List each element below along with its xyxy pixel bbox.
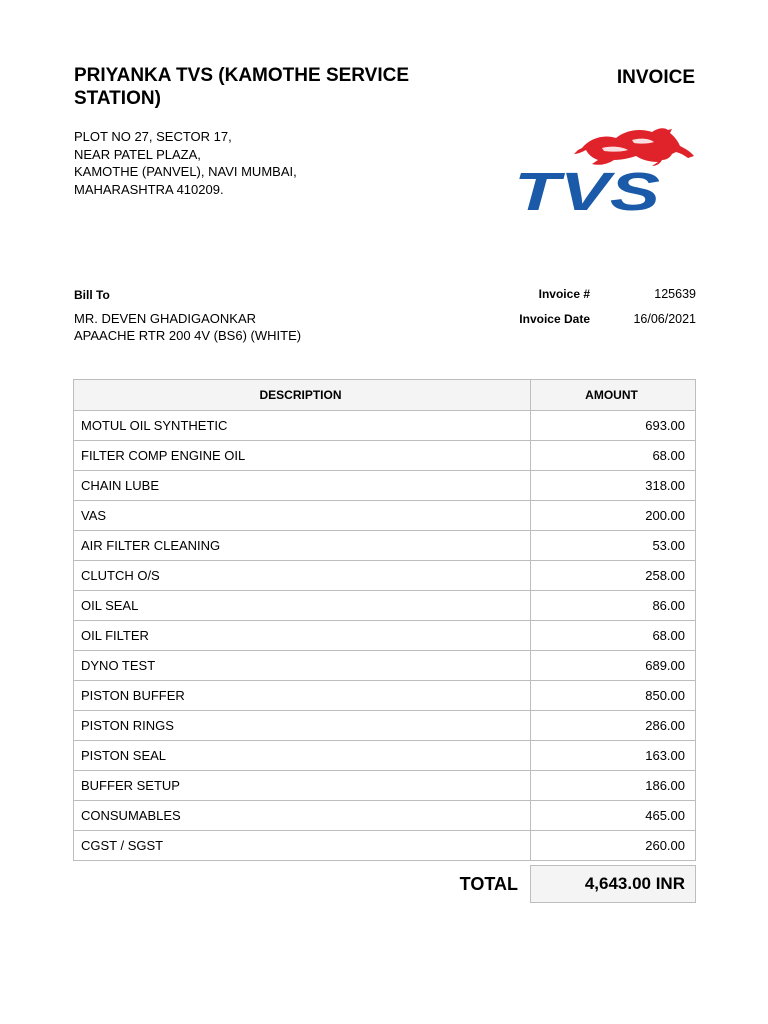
- document-title: INVOICE: [616, 67, 695, 88]
- table-row: [74, 621, 696, 651]
- invoice-date-row: [470, 312, 696, 337]
- address-line: KAMOTHE (PANVEL), NAVI MUMBAI,: [74, 164, 297, 179]
- address-line: NEAR PATEL PLAZA,: [74, 146, 201, 162]
- table-row: [74, 471, 696, 501]
- item-amount: 53.00: [531, 531, 696, 561]
- line-items-table: [73, 379, 696, 903]
- invoice-meta: [470, 287, 696, 337]
- item-amount: 850.00: [531, 681, 696, 711]
- item-amount: 465.00: [531, 801, 696, 831]
- invoice-date-value: 16/06/2021: [633, 312, 696, 326]
- item-amount: 258.00: [531, 561, 696, 591]
- item-description: AIR FILTER CLEANING: [74, 531, 531, 561]
- table-row: [74, 681, 696, 711]
- item-amount: 186.00: [531, 771, 696, 801]
- item-description: DYNO TEST: [74, 651, 531, 681]
- item-amount: 68.00: [531, 621, 696, 651]
- address-line: PLOT NO 27, SECTOR 17,: [74, 129, 232, 144]
- item-amount: 68.00: [531, 441, 696, 471]
- address-line: MAHARASHTRA 410209.: [74, 181, 224, 197]
- table-row: [74, 801, 696, 831]
- item-amount: 286.00: [531, 711, 696, 741]
- item-description: PISTON BUFFER: [74, 681, 531, 711]
- invoice-number-value: 125639: [654, 287, 696, 301]
- table-row: [74, 501, 696, 531]
- item-description: CLUTCH O/S: [74, 561, 531, 591]
- item-amount: 260.00: [531, 831, 696, 861]
- tvs-wordmark: [514, 162, 660, 216]
- item-amount: 318.00: [531, 471, 696, 501]
- amount-header: AMOUNT: [531, 380, 696, 411]
- company-address: [74, 128, 297, 198]
- table-row: [74, 651, 696, 681]
- invoice-number-row: [470, 287, 696, 312]
- company-name: PRIYANKA TVS (KAMOTHE SERVICE STATION): [74, 65, 410, 109]
- invoice-number-label: Invoice #: [538, 287, 590, 301]
- customer-name: MR. DEVEN GHADIGAONKAR: [74, 311, 257, 326]
- item-description: PISTON SEAL: [74, 741, 531, 771]
- table-row: [74, 411, 696, 441]
- table-row: [74, 591, 696, 621]
- description-header: DESCRIPTION: [74, 380, 531, 411]
- item-description: FILTER COMP ENGINE OIL: [74, 441, 531, 471]
- item-amount: 693.00: [531, 411, 696, 441]
- table-row: [74, 831, 696, 861]
- item-amount: 200.00: [531, 501, 696, 531]
- item-amount: 689.00: [531, 651, 696, 681]
- item-description: MOTUL OIL SYNTHETIC: [74, 411, 531, 441]
- item-description: VAS: [74, 501, 531, 531]
- item-amount: 86.00: [531, 591, 696, 621]
- bill-to-label: Bill To: [74, 288, 110, 302]
- table-row: [74, 741, 696, 771]
- table-row: [74, 771, 696, 801]
- table-row: [74, 711, 696, 741]
- total-row: [74, 866, 696, 903]
- item-description: PISTON RINGS: [74, 711, 531, 741]
- total-value: 4,643.00 INR: [531, 866, 696, 903]
- item-description: CONSUMABLES: [74, 801, 531, 831]
- table-row: [74, 531, 696, 561]
- tvs-horse-logo-icon: [512, 124, 698, 216]
- table-header-row: [74, 380, 696, 411]
- item-description: BUFFER SETUP: [74, 771, 531, 801]
- table-row: [74, 561, 696, 591]
- item-description: OIL FILTER: [74, 621, 531, 651]
- tvs-logo: [512, 124, 698, 216]
- table-row: [74, 441, 696, 471]
- item-amount: 163.00: [531, 741, 696, 771]
- svg-text:TVS: TVS: [514, 162, 660, 216]
- item-description: CGST / SGST: [74, 831, 531, 861]
- invoice-date-label: Invoice Date: [519, 312, 590, 326]
- bill-to-section: [74, 287, 301, 344]
- item-description: OIL SEAL: [74, 591, 531, 621]
- total-label: TOTAL: [459, 873, 518, 894]
- vehicle-description: APAACHE RTR 200 4V (BS6) (WHITE): [74, 328, 302, 343]
- item-description: CHAIN LUBE: [74, 471, 531, 501]
- horse-icon: [574, 128, 694, 166]
